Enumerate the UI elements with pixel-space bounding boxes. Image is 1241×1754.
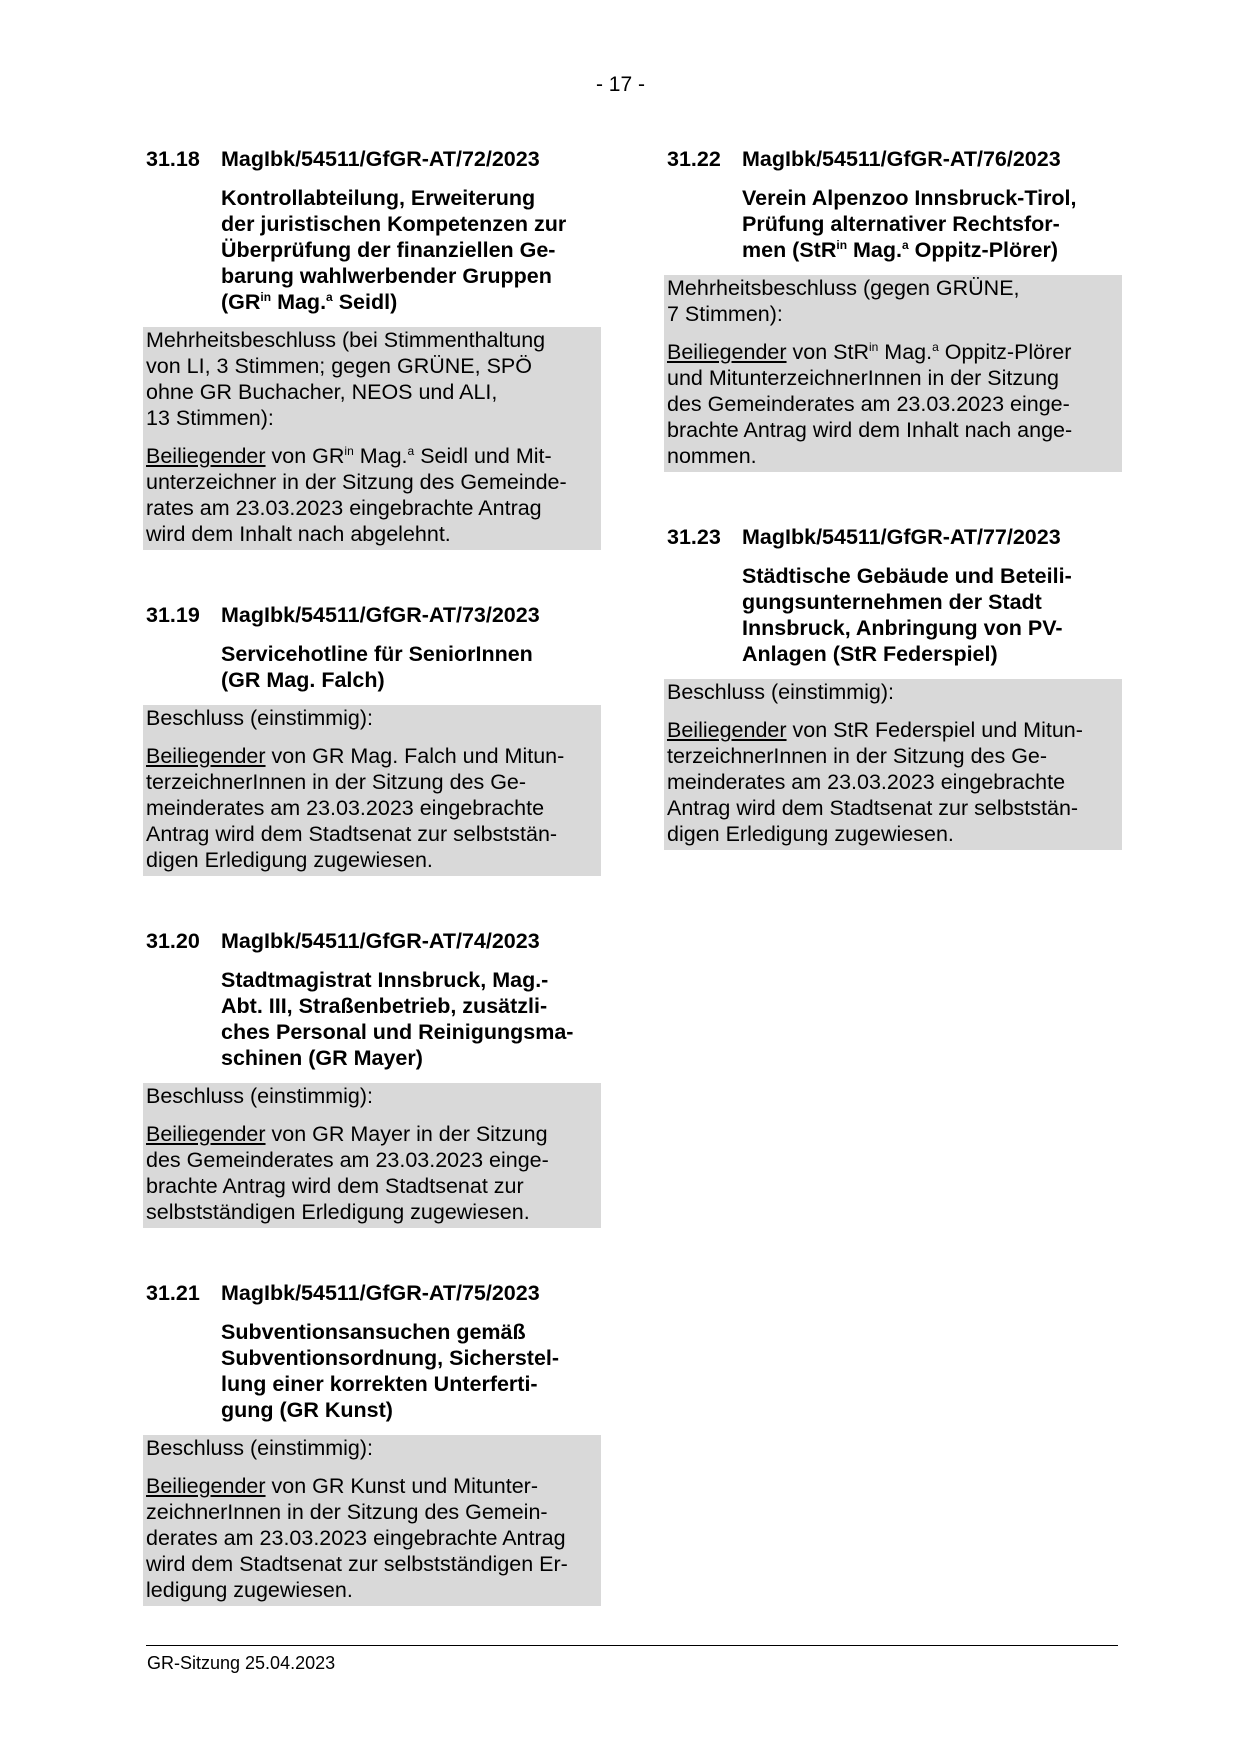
decision-box [143, 327, 601, 550]
decision-label-line: Beschluss (einstimmig): [667, 680, 894, 704]
item-reference: MagIbk/54511/GfGR-AT/73/2023 [221, 603, 540, 627]
agenda-item [146, 602, 601, 876]
item-title [221, 967, 601, 1071]
superscript: a [902, 238, 909, 252]
agenda-item [667, 524, 1122, 850]
item-number: 31.23 [667, 525, 721, 549]
underlined-term: Beiliegender [667, 718, 787, 742]
title-line: gungsunternehmen der Stadt [742, 590, 1042, 614]
decision-text-line: rates am 23.03.2023 eingebrachte Antrag [146, 496, 542, 520]
decision-text-line: digen Erledigung zugewiesen. [146, 848, 433, 872]
title-line: der juristischen Kompetenzen zur [221, 212, 567, 236]
footer-text: GR-Sitzung 25.04.2023 [147, 1653, 336, 1673]
decision-text-line: des Gemeinderates am 23.03.2023 einge- [667, 392, 1070, 416]
item-title [221, 641, 601, 693]
decision-box [143, 1435, 601, 1606]
decision-text-line: digen Erledigung zugewiesen. [667, 822, 954, 846]
item-reference: MagIbk/54511/GfGR-AT/76/2023 [742, 147, 1061, 171]
decision-label-line: Beschluss (einstimmig): [146, 706, 373, 730]
decision-text [667, 717, 1119, 847]
decision-text-line: brachte Antrag wird dem Inhalt nach ange- [667, 418, 1073, 442]
title-line: Stadtmagistrat Innsbruck, Mag.- [221, 968, 549, 992]
decision-text-line: brachte Antrag wird dem Stadtsenat zur [146, 1174, 524, 1198]
title-line: lung einer korrekten Unterferti- [221, 1372, 538, 1396]
decision-box [143, 705, 601, 876]
decision-label [667, 679, 1119, 705]
superscript: in [868, 340, 879, 354]
decision-text-line: Beiliegender von GR Mayer in der Sitzung [146, 1122, 548, 1146]
item-header [667, 524, 1122, 550]
left-column [146, 146, 601, 1658]
decision-label [146, 705, 598, 731]
item-number: 31.20 [146, 929, 200, 953]
decision-text [146, 1473, 598, 1603]
decision-label-line: von LI, 3 Stimmen; gegen GRÜNE, SPÖ [146, 354, 532, 378]
title-line: Kontrollabteilung, Erweiterung [221, 186, 536, 210]
title-line: Verein Alpenzoo Innsbruck-Tirol, [742, 186, 1077, 210]
title-line: Servicehotline für SeniorInnen [221, 642, 533, 666]
underlined-term: Beiliegender [146, 1474, 266, 1498]
item-title [742, 563, 1122, 667]
title-line: Städtische Gebäude und Beteili- [742, 564, 1072, 588]
item-reference: MagIbk/54511/GfGR-AT/72/2023 [221, 147, 540, 171]
item-number: 31.18 [146, 147, 200, 171]
item-title [221, 1319, 601, 1423]
decision-label-line: Beschluss (einstimmig): [146, 1436, 373, 1460]
title-line: Abt. III, Straßenbetrieb, zusätzli- [221, 994, 548, 1018]
title-line: barung wahlwerbender Gruppen [221, 264, 552, 288]
decision-label-line: Beschluss (einstimmig): [146, 1084, 373, 1108]
decision-text-line: Beiliegender von StR$^{in}$ Mag.$^a$ Oppitz-Plörer [667, 340, 1072, 364]
item-header [146, 146, 601, 172]
title-line: ($GR^{in}$ Mag.$^a$ Seidl) [221, 290, 398, 314]
title-line: Prüfung alternativer Rechtsfor- [742, 212, 1060, 236]
item-reference: MagIbk/54511/GfGR-AT/74/2023 [221, 929, 540, 953]
item-number: 31.21 [146, 1281, 200, 1305]
superscript: in [260, 290, 272, 304]
decision-text-line: unterzeichner in der Sitzung des Gemeinde- [146, 470, 567, 494]
item-header [667, 146, 1122, 172]
decision-label [667, 275, 1119, 327]
decision-label [146, 1083, 598, 1109]
item-reference: MagIbk/54511/GfGR-AT/77/2023 [742, 525, 1061, 549]
agenda-item [667, 146, 1122, 472]
item-number: 31.19 [146, 603, 200, 627]
decision-text-line: Beiliegender von GR Kunst und Mitunter- [146, 1474, 538, 1498]
decision-text-line: und MitunterzeichnerInnen in der Sitzung [667, 366, 1060, 390]
item-header [146, 602, 601, 628]
superscript: in [836, 238, 848, 252]
title-line: Subventionsordnung, Sicherstel- [221, 1346, 560, 1370]
page-number: - 17 - [595, 73, 645, 96]
decision-label-line: 13 Stimmen): [146, 406, 274, 430]
right-column [667, 146, 1122, 902]
decision-text [146, 743, 598, 873]
decision-box [664, 679, 1122, 850]
decision-text-line: Antrag wird dem Stadtsenat zur selbststän- [667, 796, 1079, 820]
underlined-term: Beiliegender [146, 744, 266, 768]
agenda-item [146, 1280, 601, 1606]
decision-text-line: ledigung zugewiesen. [146, 1578, 353, 1602]
superscript: a [932, 340, 939, 354]
decision-text-line: nommen. [667, 444, 757, 468]
decision-label [146, 327, 598, 431]
decision-text-line: terzeichnerInnen in der Sitzung des Ge- [146, 770, 527, 794]
agenda-item [146, 146, 601, 550]
title-line: ches Personal und Reinigungsma- [221, 1020, 574, 1044]
item-reference: MagIbk/54511/GfGR-AT/75/2023 [221, 1281, 540, 1305]
decision-text-line: selbstständigen Erledigung zugewiesen. [146, 1200, 530, 1224]
decision-label [146, 1435, 598, 1461]
decision-text-line: derates am 23.03.2023 eingebrachte Antrag [146, 1526, 566, 1550]
superscript: in [344, 444, 354, 458]
item-title [742, 185, 1122, 263]
superscript: a [407, 444, 415, 458]
title-line: Überprüfung der finanziellen Ge- [221, 238, 556, 262]
decision-label-line: ohne GR Buchacher, NEOS und ALI, [146, 380, 498, 404]
title-line: schinen (GR Mayer) [221, 1046, 423, 1070]
decision-text-line: meinderates am 23.03.2023 eingebrachte [667, 770, 1066, 794]
decision-text [146, 1121, 598, 1225]
decision-label-line: Mehrheitsbeschluss (gegen GRÜNE, [667, 276, 1020, 300]
title-line: (GR Mag. Falch) [221, 668, 385, 692]
title-line: gung (GR Kunst) [221, 1398, 393, 1422]
footer-divider [146, 1645, 1118, 1646]
title-line: Innsbruck, Anbringung von PV- [742, 616, 1063, 640]
title-line: Anlagen (StR Federspiel) [742, 642, 998, 666]
agenda-item [146, 928, 601, 1228]
decision-text-line: wird dem Stadtsenat zur selbstständigen Er- [146, 1552, 568, 1576]
underlined-term: Beiliegender [146, 1122, 266, 1146]
item-number: 31.22 [667, 147, 721, 171]
decision-text-line: Beiliegender von GR Mag. Falch und Mitun- [146, 744, 565, 768]
decision-box [664, 275, 1122, 472]
decision-text-line: meinderates am 23.03.2023 eingebrachte [146, 796, 545, 820]
title-line: men (StR$^{in}$ Mag.$^a$ Oppitz-Plörer) [742, 238, 1058, 262]
decision-text [146, 443, 598, 547]
title-line: Subventionsansuchen gemäß [221, 1320, 526, 1344]
decision-text-line: Beiliegender von StR Federspiel und Mitun- [667, 718, 1083, 742]
decision-text-line: Beiliegender von $GR^{in}$ Mag.$^a$ Seidl und Mit- [146, 444, 552, 468]
decision-text-line: Antrag wird dem Stadtsenat zur selbststän- [146, 822, 558, 846]
superscript: a [326, 290, 333, 304]
decision-text-line: des Gemeinderates am 23.03.2023 einge- [146, 1148, 549, 1172]
decision-box [143, 1083, 601, 1228]
decision-label-line: Mehrheitsbeschluss (bei Stimmenthaltung [146, 328, 546, 352]
underlined-term: Beiliegender [146, 444, 266, 468]
item-title [221, 185, 601, 315]
item-header [146, 928, 601, 954]
underlined-term: Beiliegender [667, 340, 787, 364]
item-header [146, 1280, 601, 1306]
decision-text-line: zeichnerInnen in der Sitzung des Gemein- [146, 1500, 548, 1524]
decision-text-line: terzeichnerInnen in der Sitzung des Ge- [667, 744, 1048, 768]
decision-text [667, 339, 1119, 469]
decision-label-line: 7 Stimmen): [667, 302, 783, 326]
decision-text-line: wird dem Inhalt nach abgelehnt. [146, 522, 451, 546]
